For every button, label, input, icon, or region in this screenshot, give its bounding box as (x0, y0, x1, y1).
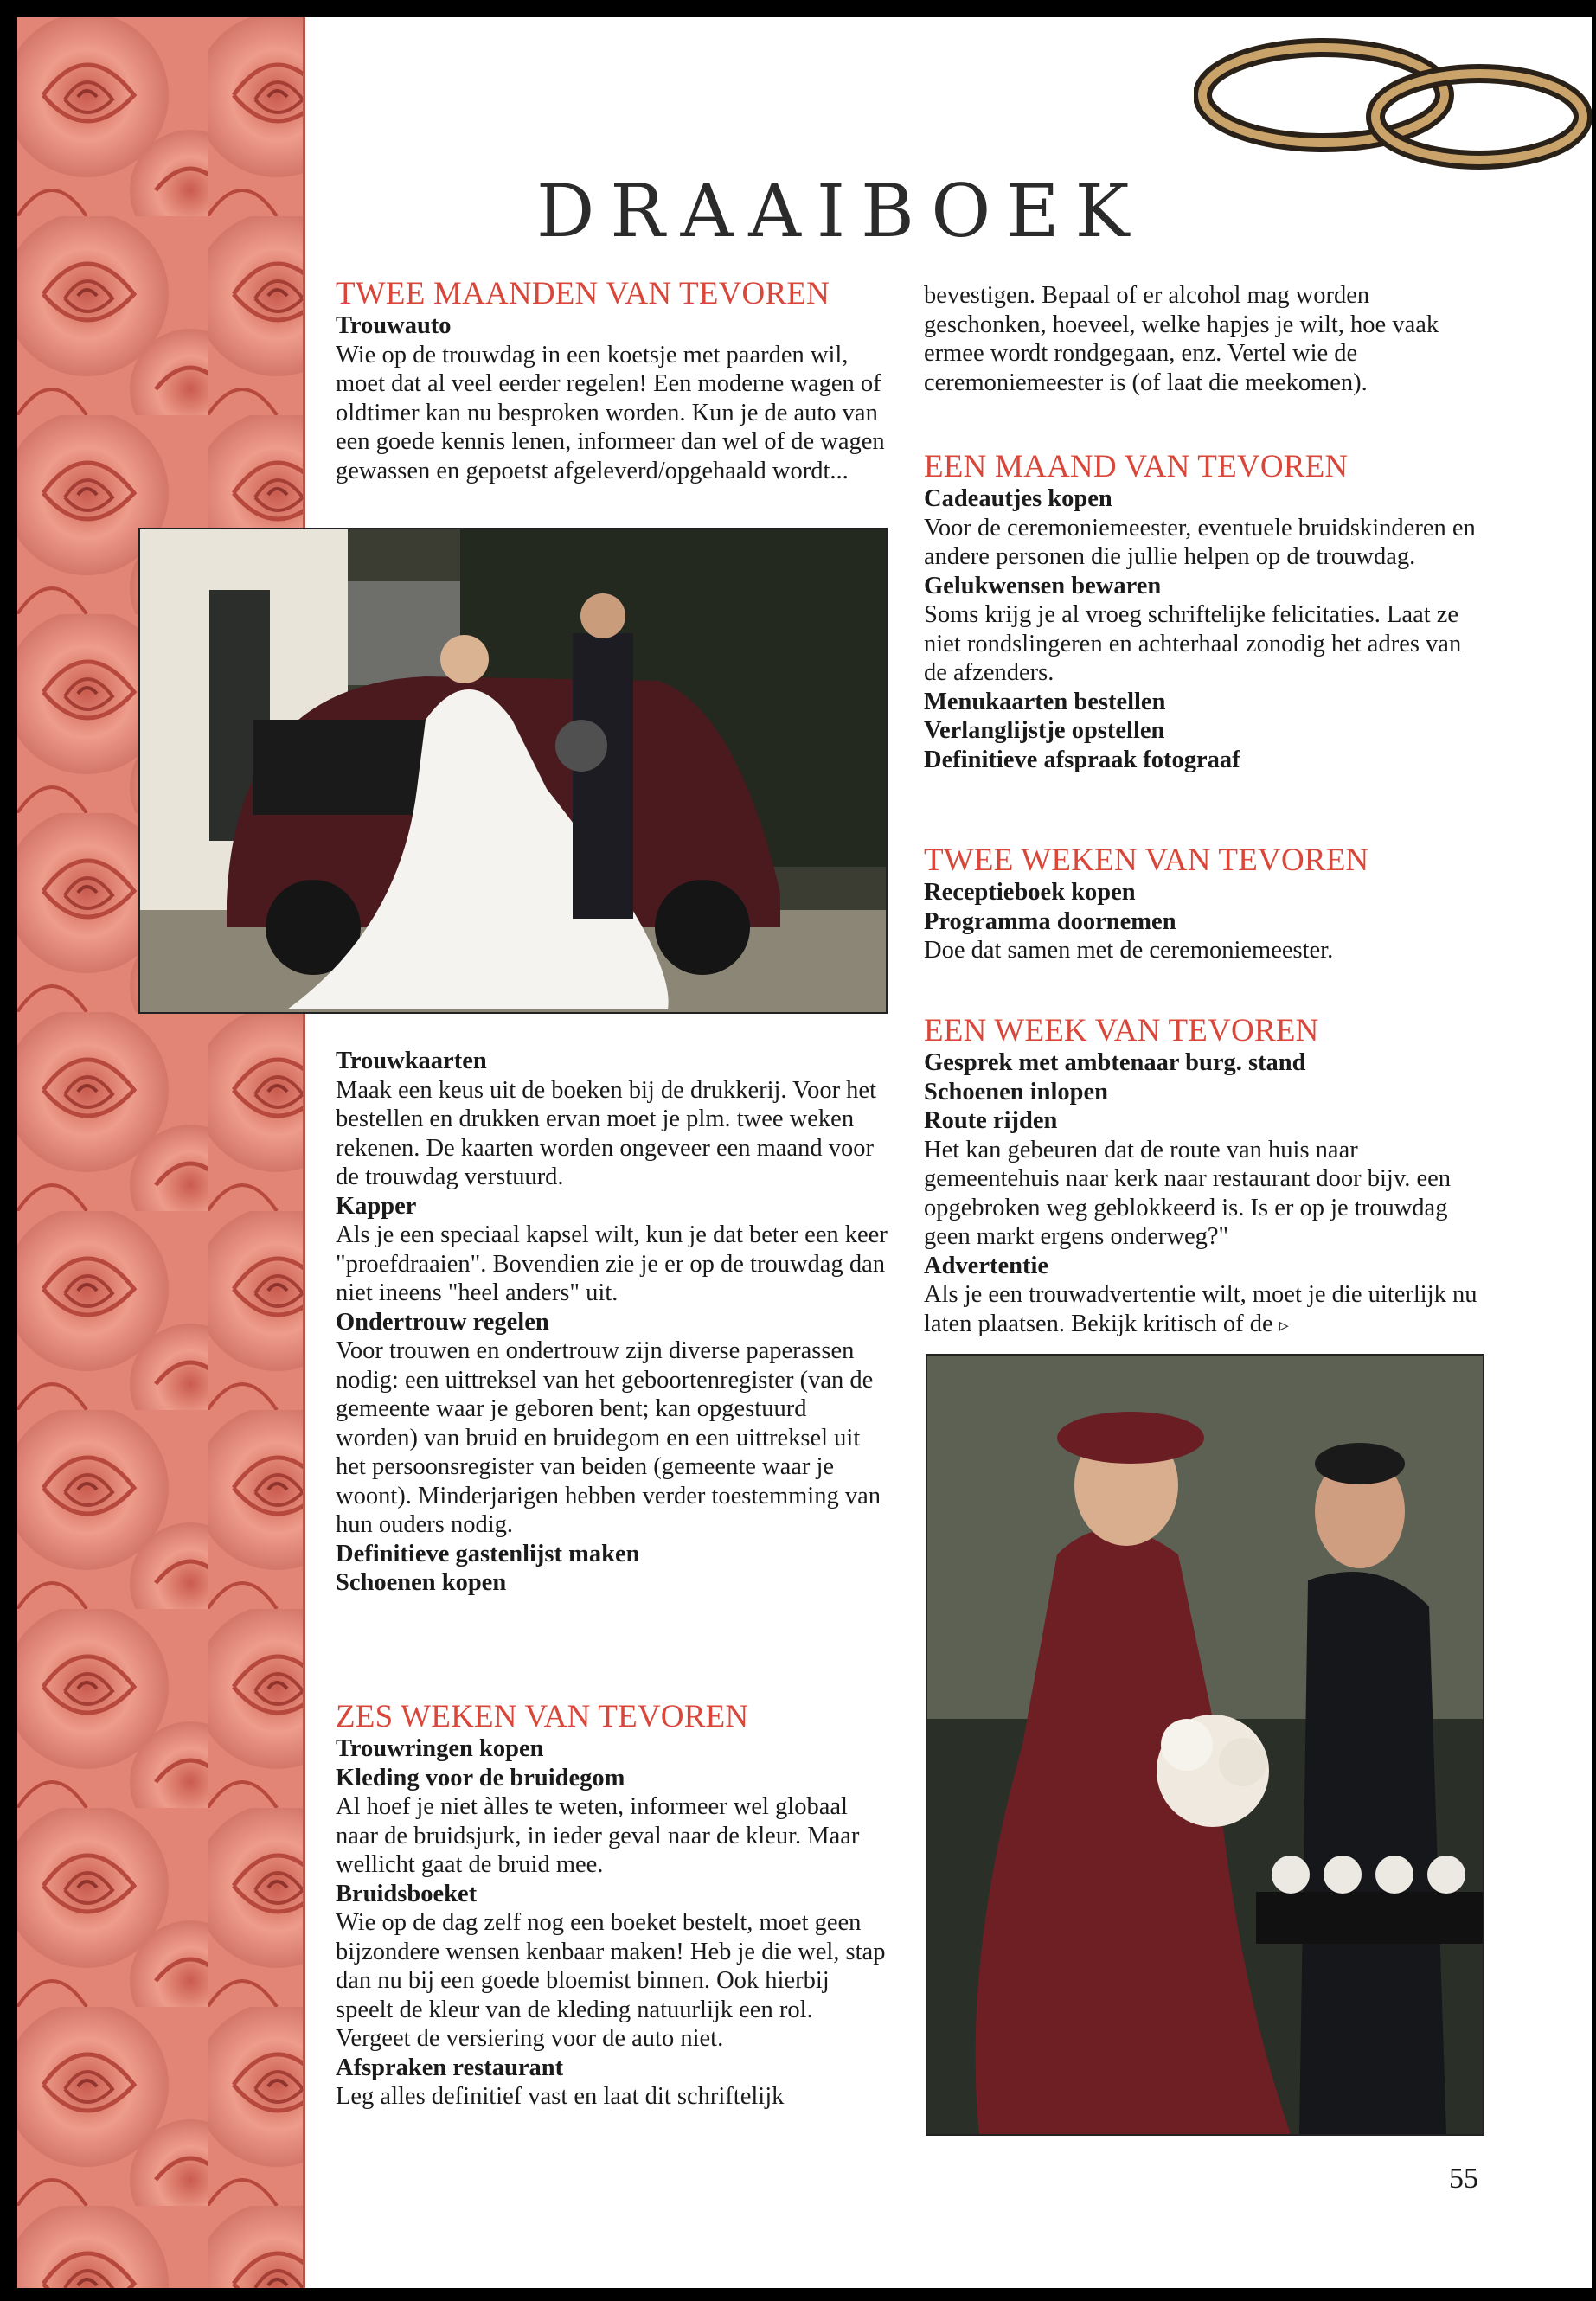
subheading-menukaarten: Menukaarten bestellen (924, 688, 1166, 715)
heading-een-maand: EEN MAAND VAN TEVOREN (924, 449, 1349, 484)
subheading-receptieboek: Receptieboek kopen (924, 879, 1136, 906)
subheading-fotograaf: Definitieve afspraak fotograaf (924, 746, 1240, 773)
text-trouwauto: Wie op de trouwdag in een koetsje met paarden wil, moet dat al veel eerder regelen! Een moderne wagen of oldtimer kan nu besproken worden. Kun je de auto van een goede kennis lenen, informeer dan wel of de wagen gewassen en gepoetst afgeleverd/opgehaald wordt... (336, 341, 885, 484)
heading-twee-maanden: TWEE MAANDEN VAN TEVOREN (336, 276, 830, 311)
section-twee-weken (924, 843, 1486, 965)
text-route: Het kan gebeuren dat de route van huis naar gemeentehuis naar kerk naar restaurant door bijv. een opgebroken weg geblokkeerd is. Is er op je trouwdag geen markt ergens onderweg?" (924, 1136, 1452, 1250)
page-title: DRAAIBOEK (536, 169, 1145, 253)
section-een-maand (924, 450, 1486, 774)
roses-pattern (17, 17, 303, 2288)
subheading-advertentie: Advertentie (924, 1252, 1049, 1279)
subheading-trouwkaarten: Trouwkaarten (336, 1048, 487, 1074)
subheading-route: Route rijden (924, 1107, 1058, 1134)
subheading-kapper: Kapper (336, 1192, 417, 1220)
continue-arrow-icon: ▹ (1279, 1313, 1289, 1336)
subheading-gelukwensen: Gelukwensen bewaren (924, 572, 1162, 599)
subheading-trouwauto: Trouwauto (336, 312, 452, 339)
subheading-restaurant: Afspraken restaurant (336, 2054, 564, 2081)
text-advertentie (924, 1280, 1486, 1339)
text-kapper: Als je een speciaal kapsel wilt, kun je dat beter een keer "proefdraaien". Bovendien zie je er op de trouwdag dan niet ineens "heel anders" uit. (336, 1221, 888, 1306)
wedding-rings-image (1194, 26, 1592, 190)
subheading-programma: Programma doornemen (924, 907, 1176, 935)
subheading-trouwringen: Trouwringen kopen (336, 1735, 544, 1762)
text-programma: Doe dat samen met de ceremoniemeester. (924, 937, 1334, 964)
rose-border-image (17, 17, 305, 2288)
subheading-bruidsboeket: Bruidsboeket (336, 1880, 478, 1907)
text-gelukwensen: Soms krijg je al vroeg schriftelijke felicitaties. Laat ze niet rondslingeren en achterhaal zonodig het adres van de afzenders. (924, 601, 1462, 686)
text-trouwkaarten: Maak een keus uit de boeken bij de drukkerij. Voor het bestellen en drukken ervan moet je plm. twee weken rekenen. De kaarten worden ongeveer een maand voor de trouwdag verstuurd. (336, 1076, 876, 1190)
text-advertentie-body: Als je een trouwadvertentie wilt, moet je die uiterlijk nu laten plaatsen. Bekijk kritisch of de (924, 1281, 1477, 1337)
heading-een-week: EEN WEEK VAN TEVOREN (924, 1013, 1319, 1048)
subheading-kleding: Kleding voor de bruidegom (336, 1764, 625, 1791)
text-cadeautjes: Voor de ceremoniemeester, eventuele bruidskinderen en andere personen die jullie helpen op de trouwdag. (924, 514, 1476, 570)
subheading-schoenen-kopen: Schoenen kopen (336, 1569, 507, 1596)
text-restaurant: Leg alles definitief vast en laat dit schriftelijk (336, 2083, 785, 2110)
subheading-gastenlijst: Definitieve gastenlijst maken (336, 1540, 640, 1567)
magazine-page (17, 17, 1592, 2288)
text-kleding: Al hoef je niet àlles te weten, informeer wel globaal naar de bruidsjurk, in ieder geval naar de kleur. Maar wellicht gaat de bruid mee. (336, 1793, 860, 1878)
subheading-cadeautjes: Cadeautjes kopen (924, 485, 1112, 512)
subheading-schoenen-inlopen: Schoenen inlopen (924, 1078, 1109, 1106)
text-bruidsboeket: Wie op de dag zelf nog een boeket bestelt, moet geen bijzondere wensen kenbaar maken! Heb je die wel, stap dan nu bij een goede bloemist binnen. Ook hierbij speelt de kleur van de kleding natuurlijk een rol. Vergeet de versiering voor de auto niet. (336, 1909, 886, 2052)
heading-twee-weken: TWEE WEKEN VAN TEVOREN (924, 843, 1369, 878)
heading-zes-weken: ZES WEKEN VAN TEVOREN (336, 1699, 749, 1734)
section-zes-weken (336, 1700, 889, 2112)
section-twee-maanden-cont (336, 1047, 889, 1598)
page-number: 55 (1449, 2163, 1478, 2195)
subheading-ondertrouw: Ondertrouw regelen (336, 1308, 549, 1336)
section-restaurant-cont (924, 281, 1486, 397)
subheading-verlanglijstje: Verlanglijstje opstellen (924, 717, 1165, 744)
text-ondertrouw: Voor trouwen en ondertrouw zijn diverse paperassen nodig: een uittreksel van het geboortenregister (van de gemeente waar je geboren bent; kan opgestuurd worden) van bruid en bruidegom en een uittreksel uit het persoonsregister van beiden (gemeente waar je woont). Minderjarigen hebben verder toestemming van hun ouders nodig. (336, 1337, 881, 1538)
subheading-gesprek: Gesprek met ambtenaar burg. stand (924, 1049, 1306, 1076)
section-een-week (924, 1014, 1486, 1339)
photo-couple-bouquet (926, 1354, 1484, 2136)
text-restaurant-continued: bevestigen. Bepaal of er alcohol mag worden geschonken, hoeveel, welke hapjes je wilt, hoe vaak ermee wordt rondgegaan, enz. Vertel wie de ceremoniemeester is (of laat die meekomen). (924, 282, 1439, 396)
section-twee-maanden-top (336, 277, 889, 485)
photo-bride-groom-car (138, 528, 888, 1014)
